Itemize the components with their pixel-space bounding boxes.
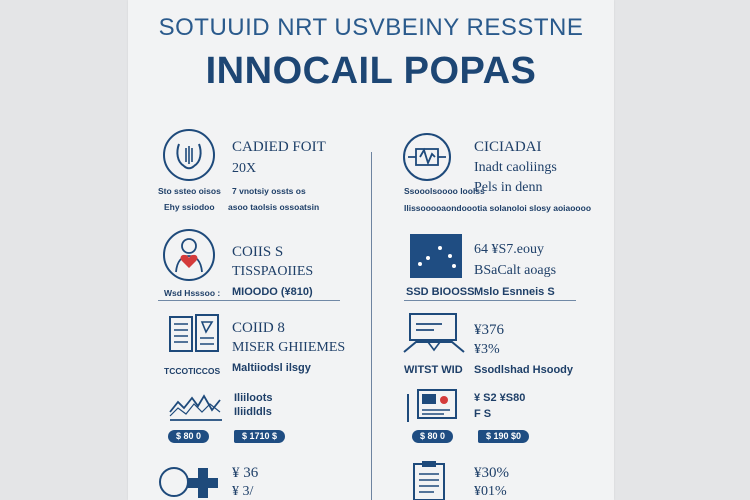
left-item-4-pill-b: $ 1710 $ [234, 430, 285, 443]
right-item-4-sub: F S [474, 408, 492, 420]
left-item-1-caption-b: 7 vnotsiy ossts os [232, 186, 306, 196]
left-item-2-title: COIIS S [232, 244, 284, 260]
left-item-1-caption-d: asoo taolsis ossoatsin [228, 202, 320, 212]
header-title: INNOCAIL POPAS [205, 50, 537, 92]
left-item-1-caption-a: Sto ssteo oisos [158, 186, 221, 196]
left-item-2-caption-b: MIOODO (¥810) [232, 286, 313, 298]
right-item-2-caption-b: Mslo Esnneis S [474, 286, 555, 298]
left-item-1-title: CADIED FOIT [232, 139, 326, 155]
right-item-3-title: ¥376 [474, 322, 504, 338]
stethoscope-circle-icon [162, 128, 216, 182]
heart-person-icon [162, 228, 216, 282]
right-item-2-caption-a: SSD BIOOSS [406, 286, 475, 298]
right-item-4-pill-b: $ 190 $0 [478, 430, 529, 443]
left-item-2-caption-a: Wsd Hsssoo : [164, 288, 221, 298]
right-item-2-title: 64 ¥S7.eouy [474, 242, 544, 257]
right-item-2-sub: BSaCalt aoags [474, 263, 557, 278]
right-item-4-title: ¥ S2 ¥S80 [474, 392, 526, 404]
clipboard-icon [406, 460, 452, 500]
infographic-poster [128, 0, 614, 500]
laptop-chart-icon [402, 312, 466, 356]
left-item-4-pill-a: $ 80 0 [168, 430, 209, 443]
ecg-circle-icon [402, 132, 452, 182]
right-item-3-caption-a: WITST WID [404, 364, 463, 376]
right-item-5-title: ¥30% [474, 465, 509, 481]
left-item-4-sub: Iliidldls [234, 406, 272, 418]
left-item-2-sub: TISSPAOIIES [232, 264, 314, 279]
right-item-1-caption-a: Ssooolsoooo loolss [404, 186, 485, 196]
right-item-5-sub: ¥01% [474, 484, 507, 499]
center-divider [371, 152, 372, 500]
right-item-3-sub: ¥3% [474, 342, 500, 357]
monitor-chart-icon [406, 388, 466, 428]
right-item-1-caption-b: Ilissooooaondoootia solanoloi slosy aoiaoooo [404, 203, 592, 213]
left-item-5-title: ¥ 36 [232, 465, 259, 481]
left-item-3-caption-b: Maltiiodsl ilsgy [232, 362, 311, 374]
right-item-3-caption-b: Ssodlshad Hsoody [474, 364, 574, 376]
documents-icon [168, 314, 220, 354]
left-item-3-caption-a: TCCOTICCOS [164, 366, 221, 376]
right-item-1-sub2: Pels in denn [474, 180, 543, 195]
right-item-1-sub: Inadt caoliings [474, 160, 557, 175]
left-item-3-sub: MISER GHIIEMES [232, 340, 346, 355]
left-item-1-sub: 20X [232, 161, 257, 176]
left-divider-1 [158, 300, 340, 301]
left-item-5-sub: ¥ 3/ [232, 484, 254, 499]
left-item-4-title: Iliiloots [234, 392, 273, 404]
left-item-1-caption-c: Ehy ssiodoo [164, 202, 215, 212]
right-divider-1 [404, 300, 576, 301]
right-item-1-title: CICIADAI [474, 139, 542, 155]
plus-cross-icon [158, 462, 222, 500]
right-item-4-pill-a: $ 80 0 [412, 430, 453, 443]
header-line-1: SOTUUID NRT USVBEINY RESSTNE [158, 14, 584, 41]
line-chart-icon [168, 390, 224, 424]
left-item-3-title: COIID 8 [232, 320, 285, 336]
dots-panel-icon [410, 234, 466, 278]
